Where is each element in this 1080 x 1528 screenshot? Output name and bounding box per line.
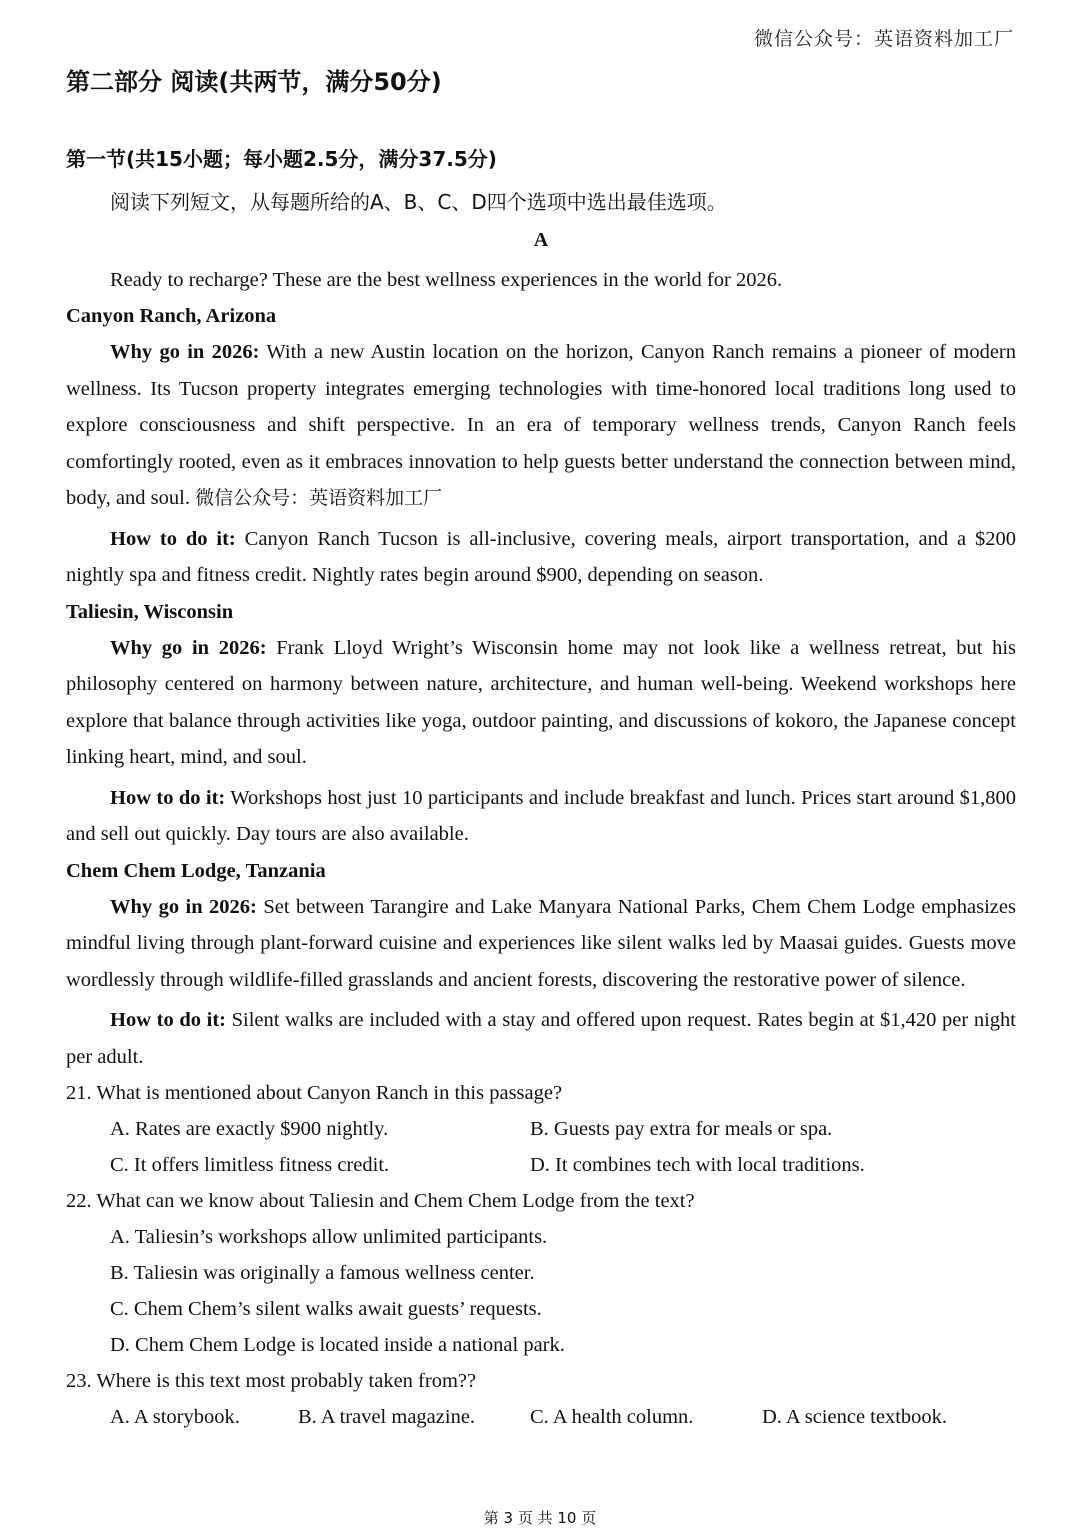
option-b: B. A travel magazine. [298,1406,476,1428]
question-stem: 21. What is mentioned about Canyon Ranch in this passage? [66,1082,563,1104]
part-title: 第二部分 阅读(共两节，满分50分) [66,68,442,96]
how-label: How to do it: [110,786,226,809]
option-a: A. A storybook. [110,1406,240,1428]
why-paragraph [66,630,1016,776]
option-a: A. Taliesin’s workshops allow unlimited participants. [110,1226,548,1248]
option-a: A. Rates are exactly $900 nightly. [110,1118,389,1140]
why-label: Why go in 2026: [110,341,260,363]
how-paragraph [66,521,1016,594]
how-paragraph [66,1002,1016,1075]
place-title: Chem Chem Lodge, Tanzania [66,859,326,882]
why-label: Why go in 2026: [110,636,267,659]
question-stem: 22. What can we know about Taliesin and Chem Chem Lodge from the text? [66,1190,695,1212]
option-c: C. It offers limitless fitness credit. [110,1154,390,1176]
place-title: Taliesin, Wisconsin [66,600,234,623]
why-paragraph [66,889,1016,999]
why-label: Why go in 2026: [110,895,257,918]
option-c: C. Chem Chem’s silent walks await guests’ requests. [110,1298,542,1320]
passage-letter: A [533,229,549,251]
option-d: D. Chem Chem Lodge is located inside a national park. [110,1334,565,1356]
question-stem: 23. Where is this text most probably taken from?? [66,1370,477,1392]
section-title: 第一节(共15小题；每小题2.5分，满分37.5分) [66,147,497,171]
page-footer: 第 3 页 共 10 页 [483,1509,597,1527]
how-text: Workshops host just 10 participants and include breakfast and lunch. Prices start around $1,800 and sell out quickly. Day tours are also available. [66,786,1016,845]
how-text: Canyon Ranch Tucson is all-inclusive, covering meals, airport transportation, and a $200 nightly spa and fitness credit. Nightly rates begin around $900, depending on season. [66,527,1017,586]
why-text: Set between Tarangire and Lake Manyara National Parks, Chem Chem Lodge emphasizes mindful living through plant-forward cuisine and experiences like silent walks led by Maasai guides. Guests move wordlessly through wildlife-filled grasslands and ancient forests, discovering the restorative power of silence. [66,895,1016,991]
passage-intro: Ready to recharge? These are the best wellness experiences in the world for 2026. [110,269,783,291]
how-label: How to do it: [110,527,236,550]
why-paragraph [66,334,1016,517]
document-body [66,62,1016,1435]
option-b: B. Guests pay extra for meals or spa. [530,1118,833,1140]
option-row [66,1111,1016,1147]
why-text: Frank Lloyd Wright’s Wisconsin home may not look like a wellness retreat, but his philosophy centered on harmony between nature, architecture, and human well-being. Weekend workshops here explore that balance through activities like yoga, outdoor painting, and discussions of kokoro, the Japanese concept linking heart, mind, and soul. [66,636,1017,768]
option-c: C. A health column. [530,1406,694,1428]
option-b: B. Taliesin was originally a famous wellness center. [110,1262,535,1284]
instruction: 阅读下列短文，从每题所给的A、B、C、D四个选项中选出最佳选项。 [110,190,727,214]
option-d: D. A science textbook. [762,1406,948,1428]
inline-watermark: 微信公众号：英语资料加工厂 [195,487,443,509]
how-label: How to do it: [110,1009,226,1031]
why-text: With a new Austin location on the horizon, Canyon Ranch remains a pioneer of modern wellness. Its Tucson property integrates emerging technologies with time-honored local traditions long used to explore consciousness and shift perspective. In an era of temporary wellness trends, Canyon Ranch feels comfortingly rooted, even as it embraces innovation to help guests better understand the connection between mind, body, and soul. [66,341,1017,509]
option-row [66,1147,1016,1183]
option-row [66,1399,1016,1435]
header-watermark: 微信公众号：英语资料加工厂 [753,28,1014,50]
option-d: D. It combines tech with local traditions. [530,1154,865,1176]
place-title: Canyon Ranch, Arizona [66,305,277,327]
how-paragraph [66,780,1016,853]
how-text: Silent walks are included with a stay and offered upon request. Rates begin at $1,420 per night per adult. [66,1009,1017,1068]
